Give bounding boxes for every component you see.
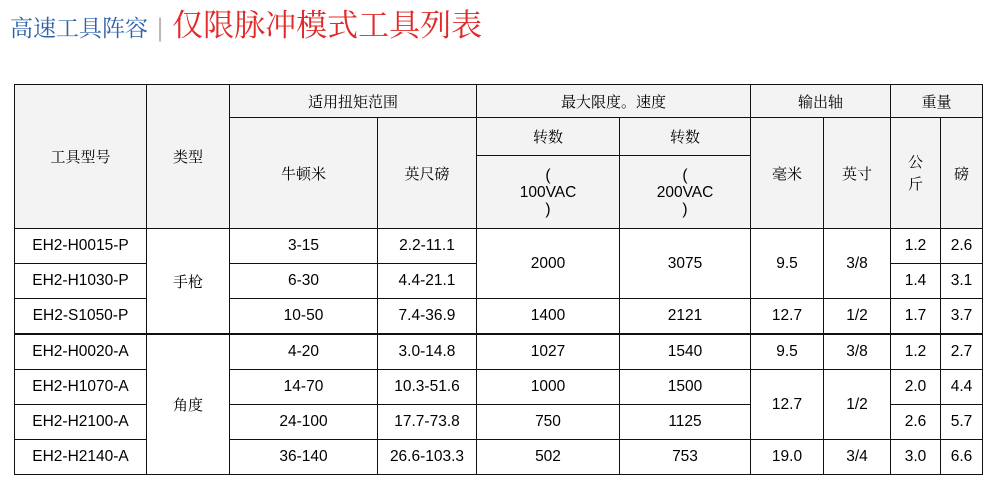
- header-torque-nm: 牛顿米: [230, 118, 378, 229]
- cell-torque-nm: 24-100: [230, 405, 378, 440]
- header-weight-kg: 公 斤: [891, 118, 941, 229]
- cell-rpm-200: 753: [620, 440, 751, 475]
- cell-type-angle: 角度: [147, 334, 230, 475]
- cell-weight-kg: 2.6: [891, 405, 941, 440]
- header-rpm-200: 转数: [620, 118, 751, 156]
- header-torque-ftlb: 英尺磅: [378, 118, 477, 229]
- cell-rpm-200: 1540: [620, 334, 751, 370]
- cell-rpm-100: 1000: [477, 370, 620, 405]
- cell-rpm-200: 2121: [620, 299, 751, 335]
- header-voltage-200: ( 200VAC ): [620, 156, 751, 229]
- cell-model: EH2-H1070-A: [15, 370, 147, 405]
- cell-shaft-mm: 12.7: [751, 299, 824, 335]
- cell-torque-ftlb: 2.2-11.1: [378, 229, 477, 264]
- cell-model: EH2-H0015-P: [15, 229, 147, 264]
- title-separator: |: [156, 14, 165, 42]
- tool-spec-table: [14, 84, 983, 475]
- table-row: [15, 229, 983, 264]
- cell-model: EH2-H0020-A: [15, 334, 147, 370]
- cell-torque-ftlb: 26.6-103.3: [378, 440, 477, 475]
- cell-rpm-200: 1500: [620, 370, 751, 405]
- cell-torque-nm: 36-140: [230, 440, 378, 475]
- cell-shaft-mm: 12.7: [751, 370, 824, 440]
- cell-torque-nm: 14-70: [230, 370, 378, 405]
- cell-torque-ftlb: 7.4-36.9: [378, 299, 477, 335]
- cell-weight-lb: 2.6: [941, 229, 983, 264]
- cell-torque-nm: 6-30: [230, 264, 378, 299]
- cell-weight-lb: 4.4: [941, 370, 983, 405]
- header-rpm-100: 转数: [477, 118, 620, 156]
- page-title: 仅限脉冲模式工具列表: [172, 8, 483, 44]
- cell-shaft-in: 3/8: [824, 334, 891, 370]
- cell-torque-ftlb: 3.0-14.8: [378, 334, 477, 370]
- header-max-speed: 最大限度。速度: [477, 85, 751, 118]
- title-prefix: 高速工具阵容: [10, 16, 148, 42]
- cell-shaft-in: 3/4: [824, 440, 891, 475]
- cell-rpm-200: 1125: [620, 405, 751, 440]
- header-weight: 重量: [891, 85, 983, 118]
- cell-weight-lb: 6.6: [941, 440, 983, 475]
- table-row: [15, 334, 983, 370]
- cell-weight-kg: 1.4: [891, 264, 941, 299]
- cell-weight-kg: 1.7: [891, 299, 941, 335]
- cell-rpm-100: 1400: [477, 299, 620, 335]
- cell-torque-nm: 4-20: [230, 334, 378, 370]
- header-shaft-mm: 毫米: [751, 118, 824, 229]
- header-output-shaft: 输出轴: [751, 85, 891, 118]
- cell-weight-kg: 1.2: [891, 229, 941, 264]
- cell-shaft-mm: 19.0: [751, 440, 824, 475]
- cell-rpm-100: 502: [477, 440, 620, 475]
- cell-model: EH2-H1030-P: [15, 264, 147, 299]
- cell-shaft-mm: 9.5: [751, 229, 824, 299]
- cell-model: EH2-H2140-A: [15, 440, 147, 475]
- cell-rpm-100: 750: [477, 405, 620, 440]
- cell-torque-ftlb: 4.4-21.1: [378, 264, 477, 299]
- cell-shaft-in: 1/2: [824, 370, 891, 440]
- cell-rpm-200: 3075: [620, 229, 751, 299]
- cell-shaft-in: 3/8: [824, 229, 891, 299]
- cell-weight-lb: 3.7: [941, 299, 983, 335]
- cell-torque-ftlb: 17.7-73.8: [378, 405, 477, 440]
- cell-weight-lb: 3.1: [941, 264, 983, 299]
- header-type: 类型: [147, 85, 230, 229]
- cell-model: EH2-H2100-A: [15, 405, 147, 440]
- header-model: 工具型号: [15, 85, 147, 229]
- cell-rpm-100: 2000: [477, 229, 620, 299]
- cell-type-pistol: 手枪: [147, 229, 230, 335]
- header-weight-lb: 磅: [941, 118, 983, 229]
- cell-shaft-mm: 9.5: [751, 334, 824, 370]
- header-voltage-100: ( 100VAC ): [477, 156, 620, 229]
- header-torque-range: 适用扭矩范围: [230, 85, 477, 118]
- cell-torque-nm: 3-15: [230, 229, 378, 264]
- cell-weight-kg: 2.0: [891, 370, 941, 405]
- cell-weight-lb: 2.7: [941, 334, 983, 370]
- cell-shaft-in: 1/2: [824, 299, 891, 335]
- cell-model: EH2-S1050-P: [15, 299, 147, 335]
- cell-weight-lb: 5.7: [941, 405, 983, 440]
- header-shaft-in: 英寸: [824, 118, 891, 229]
- cell-torque-ftlb: 10.3-51.6: [378, 370, 477, 405]
- page-heading: [10, 0, 482, 42]
- cell-weight-kg: 1.2: [891, 334, 941, 370]
- cell-rpm-100: 1027: [477, 334, 620, 370]
- cell-torque-nm: 10-50: [230, 299, 378, 335]
- cell-weight-kg: 3.0: [891, 440, 941, 475]
